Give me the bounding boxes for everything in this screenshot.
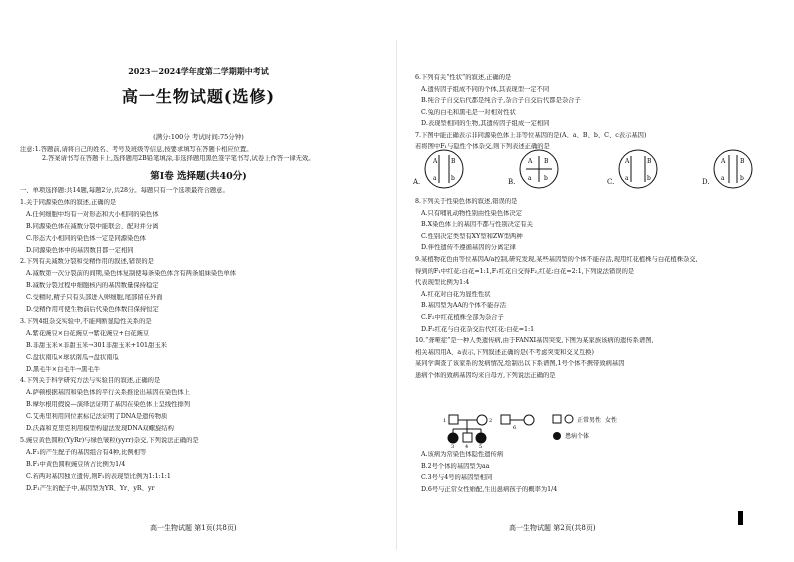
pedigree-male-4 [463, 433, 472, 442]
gene-label: A [721, 158, 726, 165]
pedigree-male-6 [501, 415, 510, 424]
question-line: D.6号与正常女性婚配,生出患病孩子的概率为1/4 [421, 485, 558, 493]
question-line: B.2号个体的基因型为aa [421, 462, 490, 470]
exam-title: 2023－2024学年度第二学期期中考试 [128, 66, 269, 76]
page-footer: 高一生物试题 第2页(共8页) [509, 524, 596, 532]
question-line: B.X染色体上的基因不都与性别决定有关 [421, 221, 533, 229]
question-line: C.艾弗里利用同位素标记法证明了DNA是遗传物质 [26, 413, 168, 421]
gene-label: a [721, 175, 725, 182]
question-line: D.伴性遗传不遵循基因的分离定律 [421, 244, 516, 252]
question-line: D.F₂红花与白花杂交后代红花:白花=1:1 [421, 325, 535, 333]
cell-diagram-c [617, 148, 659, 190]
gene-label: B [647, 158, 652, 165]
gene-label: B [451, 158, 456, 165]
question-line: 4.下列关于科学研究方法与实验目的叙述,正确的是 [20, 377, 161, 385]
gene-label: b [740, 175, 744, 182]
legend-male-symbol [553, 415, 561, 423]
question-line: A.遗传因子组成不同的个体,其表现型一定不同 [421, 85, 550, 93]
question-line: 相关基因用A、a表示,下列叙述正确的是(不考虑突变和交叉互换) [415, 348, 594, 356]
gene-label: b [647, 175, 651, 182]
question-line: C.3号与4号的基因型相同 [421, 474, 493, 482]
question-line: C.F₂中红花植株全部为杂合子 [421, 314, 504, 321]
pedigree-number: 6 [513, 425, 517, 431]
gene-label: B [740, 158, 745, 165]
gene-label: a [625, 175, 629, 182]
gene-label: A [528, 158, 533, 165]
question-line: A.只有哺乳动物性别由性染色体决定 [421, 209, 523, 217]
cell-diagram-d [712, 148, 754, 190]
page-footer: 高一生物试题 第1页(共8页) [150, 524, 237, 532]
question-line: 9.某植物花色由等位基因A/a控制,研究发现,某些基因型的个体不能存活,现用红花植株与白花植株杂交, [415, 256, 698, 263]
question-line: 患病个体的致病基因均来自母方,下列说法正确的是 [415, 372, 556, 379]
question-line: A.红花对白花为显性性状 [421, 290, 491, 298]
question-line: D.同源染色体中的基因数目都一定相同 [26, 246, 134, 254]
pedigree-chart [441, 412, 741, 448]
question-line: B.减数分裂过程中细胞核内的基因数量保持稳定 [26, 282, 159, 290]
question-line: C.兔的白毛和黑毛是一对相对性状 [421, 108, 516, 116]
legend-female-label: 女性 [605, 417, 618, 424]
question-line: C.受精时,精子只有头部进入卵细胞,尾部留在外面 [26, 294, 163, 302]
note-line: 注意:1.答题前,请将自己的姓名、考号及班级等信息,按要求填写在答题卡相应位置。 [20, 146, 253, 153]
question-line: B.非甜玉米×非甜玉米→301非甜玉米+101甜玉米 [26, 341, 167, 349]
score-line: (满分:100分 考试时间:75分钟) [153, 133, 244, 141]
question-line: B.基因型为AA的个体不能存活 [421, 302, 506, 310]
question-line: D.F₁产生的配子中,基因型为YR、Yr、yR、yr [26, 484, 155, 492]
gene-label: A [625, 158, 630, 165]
gene-label: b [544, 175, 548, 182]
pedigree-male-1 [449, 415, 458, 424]
note-line: 2.答案请书写在答题卡上,选择题用2B铅笔填涂,非选择题用黑色签字笔书写,试卷上作答一律无效。 [42, 155, 315, 162]
pedigree-number: 4 [465, 444, 469, 448]
legend-female-symbol [565, 415, 573, 423]
question-line: 2.下列有关减数分裂和受精作用的叙述,错误的是 [20, 258, 154, 266]
pedigree-number: 2 [489, 418, 493, 424]
question-line: 8.下列关于性染色体的叙述,错误的是 [415, 198, 518, 205]
question-line: 10.“聋哑症”是一种人类遗传病,由于FANXI基因突变,下图为某家族该病的遗传系谱图, [415, 337, 654, 345]
scan-marker [738, 511, 743, 525]
question-line: C.性别决定类型有XY型和ZW型两种 [421, 232, 523, 240]
question-line: D.黑毛牛×白毛牛→黑毛牛 [26, 365, 101, 373]
right-page [397, 0, 794, 562]
question-line: C.盘状南瓜×球状南瓜→盘状南瓜 [26, 353, 119, 361]
question-line: 若将图中F₁与隐性个体杂交,则下列表述正确的是 [415, 143, 550, 150]
gene-label: b [451, 175, 455, 182]
pedigree-number: 1 [443, 418, 447, 424]
question-line: 3.下列4组杂交实验中,不能判断显隐性关系的是 [20, 317, 152, 325]
pedigree-affected-5 [476, 433, 486, 443]
question-line: 6.下列有关“性状”的叙述,正确的是 [415, 74, 512, 81]
option-label: D. [702, 178, 710, 186]
question-line: 某同学调查了该家系的发病情况,绘制出以下系谱图,1号个体不携带致病基因 [415, 360, 625, 368]
question-line: A.F₁的产生配子的基因组合有4种,比例相等 [26, 448, 147, 456]
question-line: A.减数第一次分裂前的间期,染色体复制使每条染色体含有两条姐妹染色单体 [26, 270, 237, 278]
question-line: 得到的F₁中红花:白花=1:1,F₁红花自交得F₂,红花:白花=2:1,下列说法错误的是 [415, 267, 635, 275]
question-line: C.形态大小相同的染色体一定是同源染色体 [26, 234, 146, 242]
question-line: D.沃森和克里克利用模型构建法发现DNA双螺旋结构 [26, 425, 174, 432]
gene-label: a [528, 175, 532, 182]
question-line: 1.关于同源染色体的叙述,正确的是 [20, 198, 117, 206]
question-line: D.受精作用可使生物前后代染色体数目保持恒定 [26, 306, 159, 313]
question-line: D.表现型相同的生物,其遗传因子组成一定相同 [421, 120, 550, 127]
gene-label: A [433, 158, 438, 165]
cell-diagram-a [423, 148, 465, 190]
option-label: B. [508, 178, 516, 186]
option-label: A. [413, 178, 421, 186]
question-line: A.紫花豌豆×白花豌豆→紫花豌豆+白花豌豆 [26, 329, 150, 337]
option-label: C. [607, 178, 615, 186]
question-line: 5.豌豆黄色圆粒(YyRr)与绿色皱粒(yyrr)杂交,下列说法正确的是 [20, 436, 199, 444]
cell-diagram-b [518, 148, 560, 190]
pedigree-number: 3 [451, 444, 455, 448]
question-line: A.萨顿根据基因和染色体的平行关系推论出基因在染色体上 [26, 389, 190, 397]
question-line: A.该病为常染色体隐性遗传病 [421, 451, 504, 458]
question-line: B.F₁中黄色圆粒豌豆所占比例为1/4 [26, 460, 126, 468]
legend-affected-symbol [553, 432, 561, 440]
pedigree-affected-3 [448, 433, 458, 443]
question-line: B.同源染色体在减数分裂中能联会、配对并分离 [26, 222, 159, 230]
section-title: 第Ⅰ卷 选择题(共40分) [150, 171, 247, 182]
question-line: 7.下图中能正确表示非同源染色体上非等位基因的是(A、a、B、b、C、c表示基因) [415, 131, 647, 139]
question-line: B.摩尔根用假说—演绎法证明了基因在染色体上呈线性排列 [26, 401, 191, 409]
question-line: B.纯合子自交后代都是纯合子,杂合子自交后代都是杂合子 [421, 97, 581, 104]
question-line: 一、单项选择题:共14题,每题2分,共28分。每题只有一个选项最符合题意。 [20, 187, 229, 194]
main-title: 高一生物试题(选修) [121, 87, 276, 106]
legend-affected-label: 患病个体 [565, 433, 590, 440]
legend-male-label: 正常男性 [577, 417, 602, 424]
question-line: A.任何细胞中均有一对形态和大小相同的染色体 [26, 210, 159, 218]
gene-label: B [544, 158, 549, 165]
question-line: 代表现型比例为1:4 [415, 279, 470, 287]
gene-label: a [433, 175, 437, 182]
pedigree-female-2 [477, 415, 487, 425]
question-line: C.若两对基因独立遗传,则F₁的表现型比例为1:1:1:1 [26, 472, 171, 480]
pedigree-number: 5 [479, 444, 483, 448]
